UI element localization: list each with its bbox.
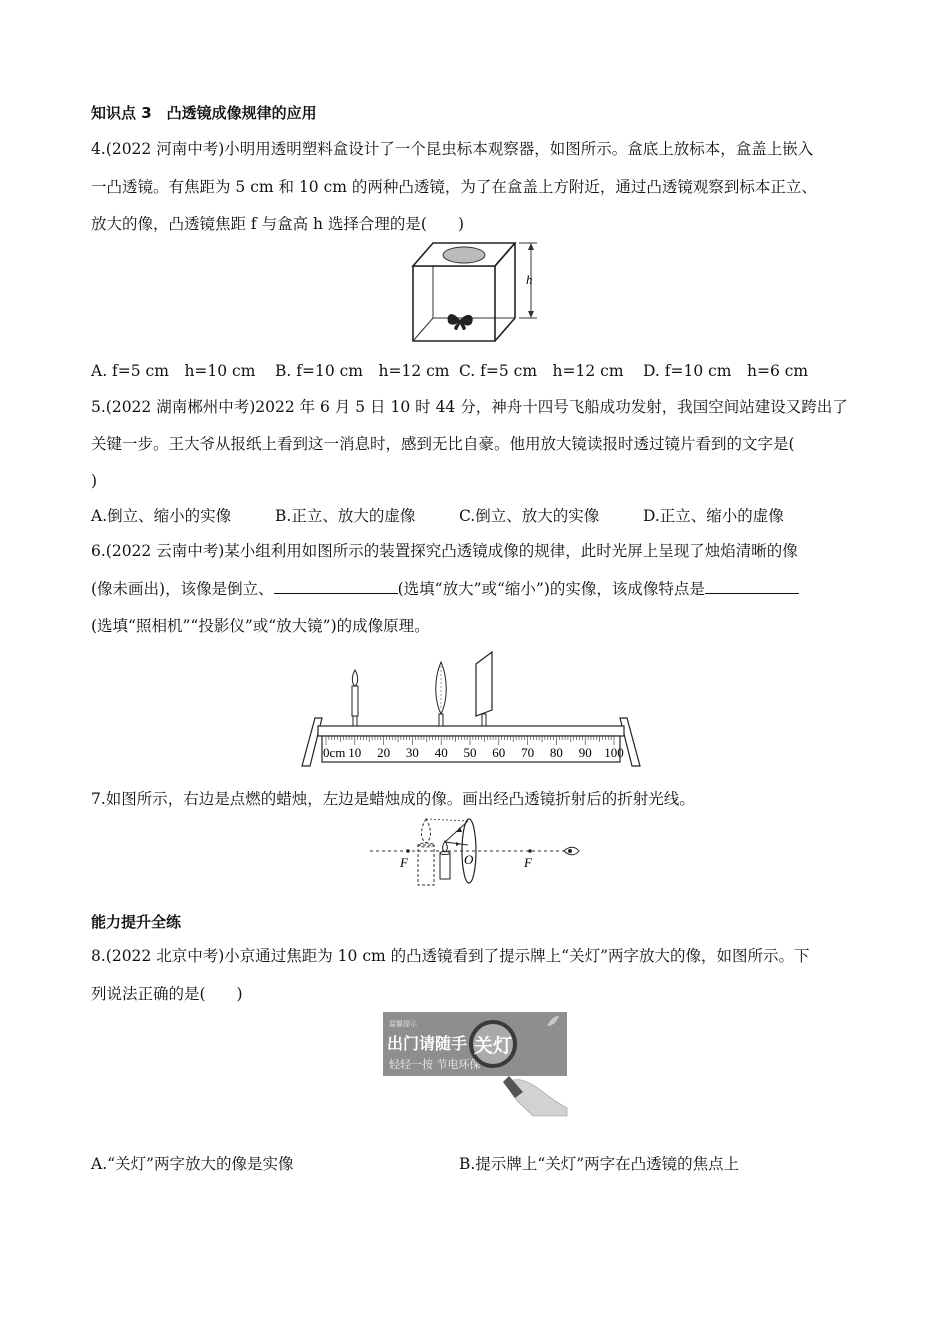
q6-line-2-part-a: (像未画出)，该像是倒立、 [91, 580, 274, 598]
focus-label-right: F [524, 855, 532, 870]
q4-option-d: D. f=10 cm h=6 cm [643, 362, 809, 380]
q8-line-1: 8.(2022 北京中考)小京通过焦距为 10 cm 的凸透镜看到了提示牌上“关灯”两字放大的像，如图所示。下 [91, 947, 810, 965]
q4-box-figure [405, 240, 545, 345]
q8-option-b: B.提示牌上“关灯”两字在凸透镜的焦点上 [459, 1155, 740, 1173]
ruler-label: 40 [434, 745, 448, 760]
convex-lens-icon [436, 662, 447, 726]
section-heading-knowledge-point-3: 知识点 3 凸透镜成像规律的应用 [91, 104, 317, 122]
q5-line-2: 关键一步。王大爷从报纸上看到这一消息时，感到无比自豪。他用放大镜读报时透过镜片看到的文字是( [91, 435, 795, 453]
q4-line-3: 放大的像，凸透镜焦距 f 与盒高 h 选择合理的是( ) [91, 215, 465, 233]
sign-main-text: 出门请随手 [387, 1034, 468, 1053]
sign-sub-text: 轻轻一按 节电环保 [389, 1058, 481, 1071]
q4-line-1: 4.(2022 河南中考)小明用透明塑料盒设计了一个昆虫标本观察器，如图所示。盒底上放标本，盒盖上嵌入 [91, 140, 814, 158]
q8-line-2: 列说法正确的是( ) [91, 985, 243, 1003]
optical-center-label: O [464, 852, 474, 867]
eye-icon [564, 847, 579, 855]
ruler-label: 20 [377, 745, 391, 760]
q5-line-3: ) [91, 472, 98, 490]
q4-option-c: C. f=5 cm h=12 cm [459, 362, 624, 380]
magnifier-icon [471, 1022, 515, 1066]
ruler-label: 90 [578, 745, 592, 760]
light-screen-icon [476, 652, 492, 726]
section-heading-ability: 能力提升全练 [91, 913, 182, 931]
q4-option-b: B. f=10 cm h=12 cm [275, 362, 450, 380]
ruler-label: 10 [348, 745, 362, 760]
q6-answer-blank-1[interactable] [274, 579, 398, 594]
q6-line-3: (选填“照相机”“投影仪”或“放大镜”)的成像原理。 [91, 617, 430, 635]
q8-magnifier-sign-figure [383, 1012, 567, 1116]
q8-option-a: A.“关灯”两字放大的像是实像 [91, 1155, 294, 1173]
q4-option-a: A. f=5 cm h=10 cm [91, 362, 256, 380]
ruler-label: 0cm [323, 745, 346, 760]
ruler-label: 60 [492, 745, 506, 760]
q6-line-1: 6.(2022 云南中考)某小组利用如图所示的装置探究凸透镜成像的规律，此时光屏上呈现了烛焰清晰的像 [91, 542, 798, 560]
ruler-label: 70 [521, 745, 535, 760]
q5-line-1: 5.(2022 湖南郴州中考)2022 年 6 月 5 日 10 时 44 分，神舟十四号飞船成功发射，我国空间站建设又跨出了 [91, 398, 848, 416]
ruler-label: 30 [405, 745, 419, 760]
q5-option-c: C.倒立、放大的实像 [459, 507, 600, 525]
ruler-label: 50 [463, 745, 477, 760]
candle-icon [352, 670, 358, 726]
h-label: h [526, 272, 533, 287]
ruler-label: 100 [604, 745, 624, 760]
hand-icon [503, 1076, 567, 1116]
q7-line-1: 7.如图所示，右边是点燃的蜡烛，左边是蜡烛成的像。画出经凸透镜折射后的折射光线。 [91, 790, 695, 808]
q6-optical-bench-figure [298, 646, 644, 770]
magnified-text: 关灯 [474, 1035, 513, 1057]
focus-label-left: F [400, 855, 408, 870]
ruler-label: 80 [549, 745, 563, 760]
q6-line-2 [91, 579, 799, 599]
sign-small-title: 温馨提示 [389, 1020, 417, 1028]
q5-option-b: B.正立、放大的虚像 [275, 507, 416, 525]
q7-ray-diagram-figure [368, 815, 583, 895]
virtual-image-candle-icon [418, 819, 434, 885]
candle-icon [440, 841, 450, 879]
q6-line-2-part-b: (选填“放大”或“缩小”)的实像，该成像特点是 [397, 580, 705, 598]
q6-answer-blank-2[interactable] [705, 579, 799, 594]
q5-option-d: D.正立、缩小的虚像 [643, 507, 784, 525]
q5-option-a: A.倒立、缩小的实像 [91, 507, 232, 525]
q4-line-2: 一凸透镜。有焦距为 5 cm 和 10 cm 的两种凸透镜，为了在盒盖上方附近，通过凸透镜观察到标本正立、 [91, 178, 817, 196]
